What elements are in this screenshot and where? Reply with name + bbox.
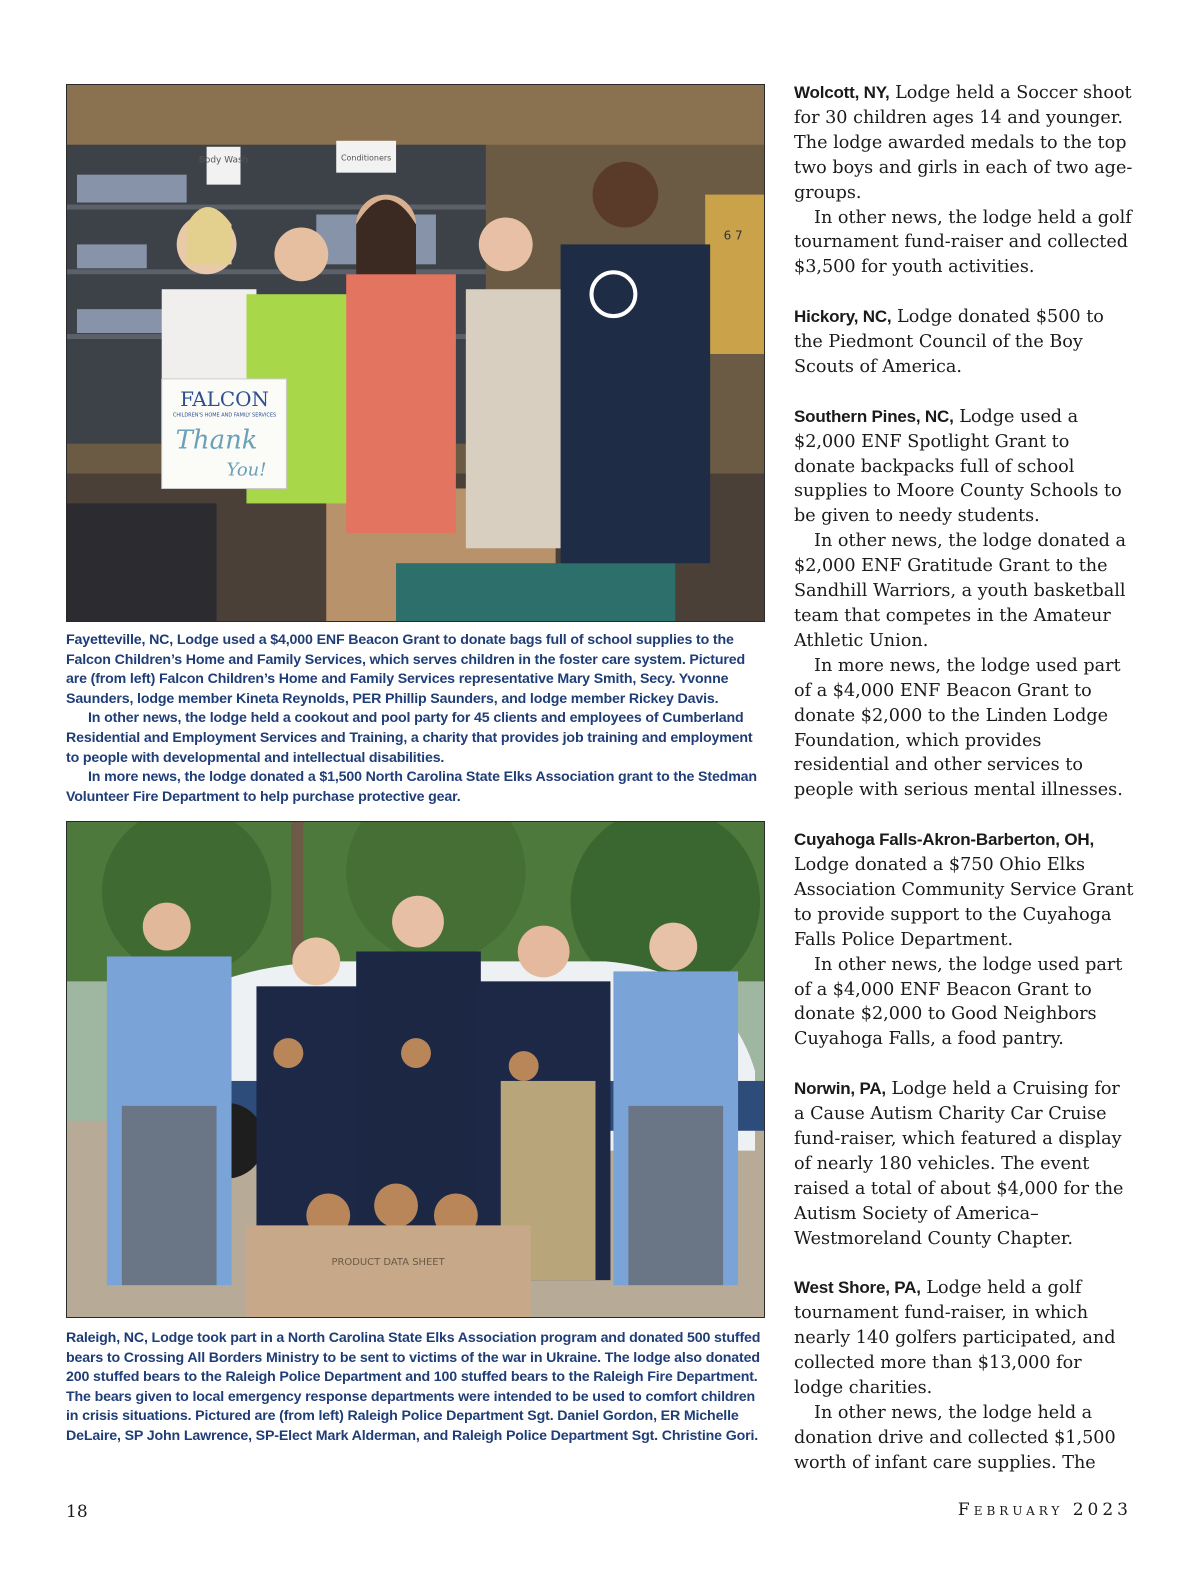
fayetteville-caption [66, 631, 766, 807]
caption-dateline: Fayetteville, NC, [66, 632, 174, 648]
sign-message-2: You! [226, 459, 267, 481]
story-paragraph [794, 305, 1134, 380]
story-norwin [794, 1077, 1134, 1251]
story-dateline: Southern Pines, NC, [794, 406, 954, 426]
caption-paragraph: In other news, the lodge held a cookout and pool party for 45 clients and employees of Cumberland Residential and Employment Services and Training, a charity that provides job training and employment to people with developmental and intellectual disabilities. [66, 710, 753, 766]
sign-brand: FALCON [180, 387, 269, 411]
story-text: Lodge held a Cruising for a Cause Autism Charity Car Cruise fund-raiser, which featured a display of nearly 180 vehicles. The event raised a total of about $4,000 for the Autism Society of America–Westmoreland County Chapter. [794, 1079, 1124, 1249]
story-text: Lodge held a golf tournament fund-raiser, in which nearly 140 golfers participated, and collected more than $13,000 for lodge charities. [794, 1278, 1116, 1399]
shelf-label-left: Body Wash [198, 155, 249, 166]
story-paragraph [794, 1276, 1134, 1401]
story-paragraph: In other news, the lodge held a donation drive and collected $1,500 worth of infant care supplies. The [794, 1402, 1116, 1473]
story-text: Lodge held a Soccer shoot for 30 children ages 14 and younger. The lodge awarded medals to the top two boys and girls in each of two age-groups. [794, 83, 1133, 203]
page-number: 18 [66, 1502, 88, 1522]
story-dateline: Cuyahoga Falls-Akron-Barberton, OH, [794, 830, 1094, 850]
caption-paragraph [66, 1329, 766, 1447]
door-number: 6 7 [723, 228, 743, 243]
raleigh-photo [66, 821, 765, 1318]
story-text: Lodge used a $2,000 ENF Spotlight Grant to donate backpacks full of school supplies to Moore County Schools to be given to needy students. [794, 406, 1122, 527]
story-text: Lodge donated $500 to the Piedmont Council of the Boy Scouts of America. [794, 307, 1104, 377]
caption-text: Lodge took part in a North Carolina State Elks Association program and donated 500 stuffed bears to Crossing All Borders Ministry to be sent to victims of the war in Ukraine. The lodge also donated 200 stuffed bears to the Raleigh Police Department and 100 stuffed bears to the Raleigh Fire Department. The bears given to local emergency response departments were intended to be used to comfort children in crisis situations. Pictured are (from left) Raleigh Police Department Sgt. Daniel Gordon, ER Michelle DeLaire, SP John Lawrence, SP-Elect Mark Alderman, and Raleigh Police Department Sgt. Christine Gori. [66, 1330, 761, 1444]
caption-paragraph [66, 631, 766, 709]
story-dateline: Wolcott, NY, [794, 83, 890, 102]
story-southern-pines [794, 405, 1134, 804]
story-west-shore [794, 1276, 1134, 1475]
lodge-news-column [794, 81, 1134, 1501]
caption-paragraph: In more news, the lodge donated a $1,500 North Carolina State Elks Association grant to the Stedman Volunteer Fire Department to help purchase protective gear. [66, 769, 757, 805]
raleigh-caption [66, 1329, 766, 1447]
story-text: Lodge donated a $750 Ohio Elks Association Community Service Grant to provide support to the Cuyahoga Falls Police Department. [794, 855, 1134, 950]
story-paragraph [794, 1077, 1134, 1251]
box-label: PRODUCT DATA SHEET [331, 1257, 445, 1269]
story-dateline: West Shore, PA, [794, 1278, 921, 1298]
issue-date: February 2023 [957, 1500, 1132, 1520]
story-paragraph: In other news, the lodge held a golf tournament fund-raiser and collected $3,500 for youth activities. [794, 207, 1132, 278]
story-paragraph: In other news, the lodge donated a $2,000 ENF Gratitude Grant to the Sandhill Warriors, a youth basketball team that competes in the Amateur Athletic Union. [794, 531, 1126, 651]
story-cuyahoga [794, 828, 1134, 1052]
story-paragraph: In more news, the lodge used part of a $4,000 ENF Beacon Grant to donate $2,000 to the Linden Lodge Foundation, which provides residential and other services to people with serious mental illnesses. [794, 655, 1123, 801]
story-paragraph [794, 828, 1134, 953]
story-paragraph: In other news, the lodge used part of a $4,000 ENF Beacon Grant to donate $2,000 to Good Neighbors Cuyahoga Falls, a food pantry. [794, 954, 1123, 1050]
caption-dateline: Raleigh, NC, [66, 1330, 148, 1346]
sign-subtitle: CHILDREN'S HOME AND FAMILY SERVICES [172, 412, 277, 419]
story-hickory [794, 305, 1134, 380]
story-paragraph [794, 81, 1134, 206]
fayetteville-photo [66, 84, 765, 622]
story-dateline: Hickory, NC, [794, 307, 892, 327]
story-paragraph [794, 405, 1134, 530]
sign-message-1: Thank [175, 425, 258, 456]
caption-text: Lodge used a $4,000 ENF Beacon Grant to donate bags full of school supplies to the Falcon Children’s Home and Family Services, which serves children in the foster care system. Pictured are (from left) Falcon Children’s Home and Family Services representative Mary Smith, Secy. Yvonne Saunders, lodge member Kineta Reynolds, PER Phillip Saunders, and lodge member Rickey Davis. [66, 632, 745, 707]
story-wolcott [794, 81, 1134, 280]
shelf-label-right: Conditioners [340, 153, 392, 163]
story-dateline: Norwin, PA, [794, 1079, 886, 1099]
